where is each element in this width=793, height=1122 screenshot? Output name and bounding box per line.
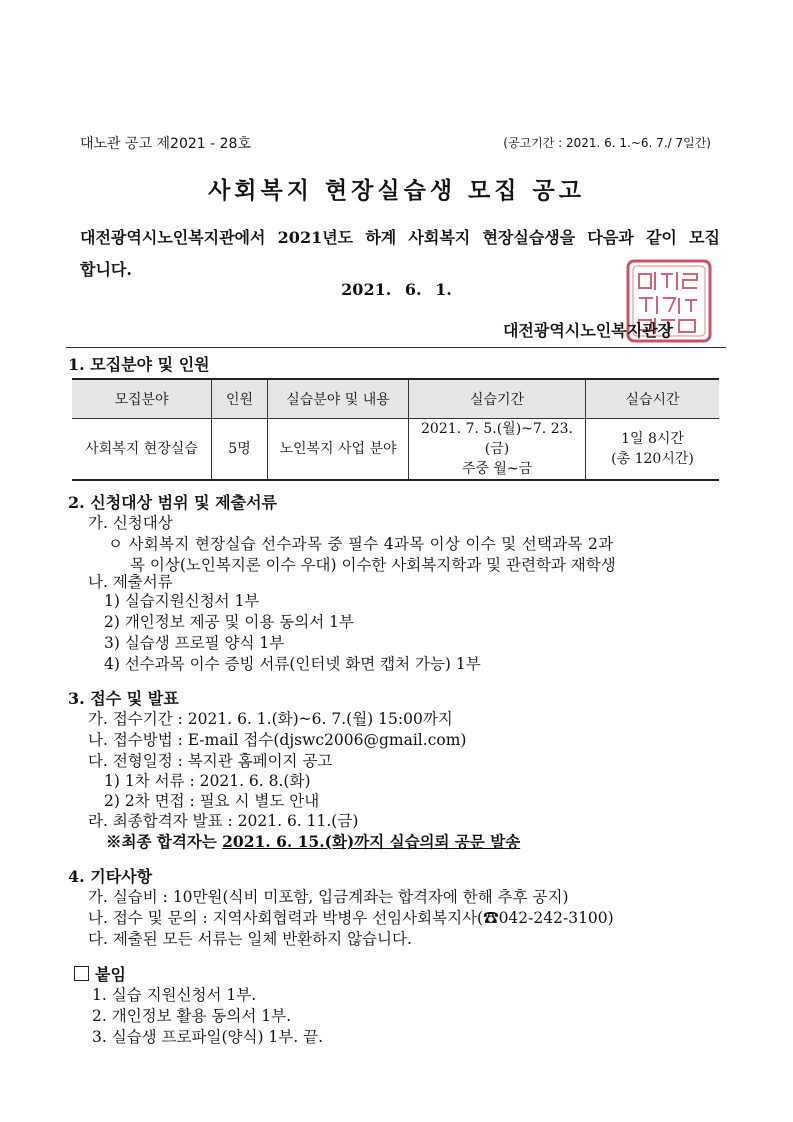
list-item: 1. 실습 지원신청서 1부.: [92, 986, 257, 1004]
notice-period: (공고기간 : 2021. 6. 1.~6. 7./ 7일간): [503, 136, 711, 150]
square-icon: [74, 966, 89, 981]
list-item: 2) 개인정보 제공 및 이용 동의서 1부: [104, 613, 354, 631]
section3-line-d: 라. 최종합격자 발표 : 2021. 6. 11.(금): [88, 812, 359, 830]
attachments-heading-text: 붙임: [95, 965, 126, 984]
issuer-name: 대전광역시노인복지관장: [502, 321, 673, 340]
section4-line-c: 다. 제출된 모든 서류는 일체 반환하지 않습니다.: [88, 930, 412, 948]
table-header-row: [72, 379, 719, 419]
section3-note-date: 2021. 6. 15.(화)까지: [222, 832, 385, 851]
section3-step1: 1) 1차 서류 : 2021. 6. 8.(화): [104, 772, 311, 790]
section3-line-b: 나. 접수방법 : E-mail 접수(djswc2006@gmail.com): [88, 731, 467, 749]
header-divider: [66, 347, 726, 348]
col-header-hours: 실습시간: [586, 379, 720, 419]
section3-note: [106, 830, 520, 852]
section1-heading: 1. 모집분야 및 인원: [68, 355, 210, 374]
cell-period-line2: 주중 월~금: [461, 461, 533, 477]
cell-field: 사회복지 현장실습: [72, 419, 212, 481]
section2-bullet-line2: 목 이상(노인복지론 이수 우대) 이수한 사회복지학과 및 관련학과 재학생: [130, 556, 616, 574]
section3-heading: 3. 접수 및 발표: [68, 689, 179, 708]
section2-heading: 2. 신청대상 범위 및 제출서류: [68, 493, 278, 512]
list-item: 1) 실습지원신청서 1부: [104, 592, 260, 610]
col-header-field: 모집분야: [72, 379, 212, 419]
table-row: [72, 419, 719, 481]
cell-period-line1: 2021. 7. 5.(월)~7. 23.(금): [421, 421, 573, 457]
section4-line-b: 나. 접수 및 문의 : 지역사회협력과 박병우 선임사회복지사(☎042-242-3100): [88, 909, 614, 927]
section3-line-c: 다. 전형일정 : 복지관 홈페이지 공고: [88, 752, 333, 770]
attachments-heading: [74, 962, 126, 985]
intro-paragraph: 대전광역시노인복지관에서 2021년도 하계 사회복지 현장실습생을 다음과 같이 모집합니다.: [80, 228, 720, 279]
notice-number: 대노관 공고 제2021 - 28호: [80, 136, 251, 152]
section2-sub-b: 나. 제출서류: [88, 573, 173, 591]
issue-date: 2021. 6. 1.: [341, 280, 452, 299]
section2-bullet-line1: ㅇ 사회복지 현장실습 선수과목 중 필수 4과목 이상 이수 및 선택과목 2과: [108, 535, 614, 553]
section3-note-prefix: ※최종 합격자는: [106, 832, 223, 851]
cell-hours: [586, 419, 720, 481]
section3-note-suffix: 실습의뢰 공문 발송: [384, 832, 521, 851]
section3-line-a: 가. 접수기간 : 2021. 6. 1.(화)~6. 7.(월) 15:00까지: [88, 710, 453, 728]
section3-step2: 2) 2차 면접 : 필요 시 별도 안내: [104, 792, 320, 810]
cell-count: 5명: [212, 419, 268, 481]
col-header-period: 실습기간: [409, 379, 586, 419]
cell-hours-line1: 1일 8시간: [621, 431, 684, 447]
document-title: 사회복지 현장실습생 모집 공고: [208, 177, 585, 204]
cell-content: 노인복지 사업 분야: [268, 419, 409, 481]
recruitment-table: [72, 378, 719, 481]
col-header-count: 인원: [212, 379, 268, 419]
list-item: 3) 실습생 프로필 양식 1부: [104, 634, 285, 652]
section4-heading: 4. 기타사항: [68, 867, 153, 886]
list-item: 2. 개인정보 활용 동의서 1부.: [92, 1007, 292, 1025]
list-item: 3. 실습생 프로파일(양식) 1부. 끝.: [92, 1028, 324, 1046]
cell-hours-line2: (총 120시간): [611, 451, 694, 467]
section4-line-a: 가. 실습비 : 10만원(식비 미포함, 입금계좌는 합격자에 한해 추후 공지): [88, 888, 569, 906]
col-header-content: 실습분야 및 내용: [268, 379, 409, 419]
list-item: 4) 선수과목 이수 증빙 서류(인터넷 화면 캡처 가능) 1부: [104, 655, 481, 673]
cell-period: [409, 419, 586, 481]
section2-sub-a: 가. 신청대상: [88, 514, 173, 532]
